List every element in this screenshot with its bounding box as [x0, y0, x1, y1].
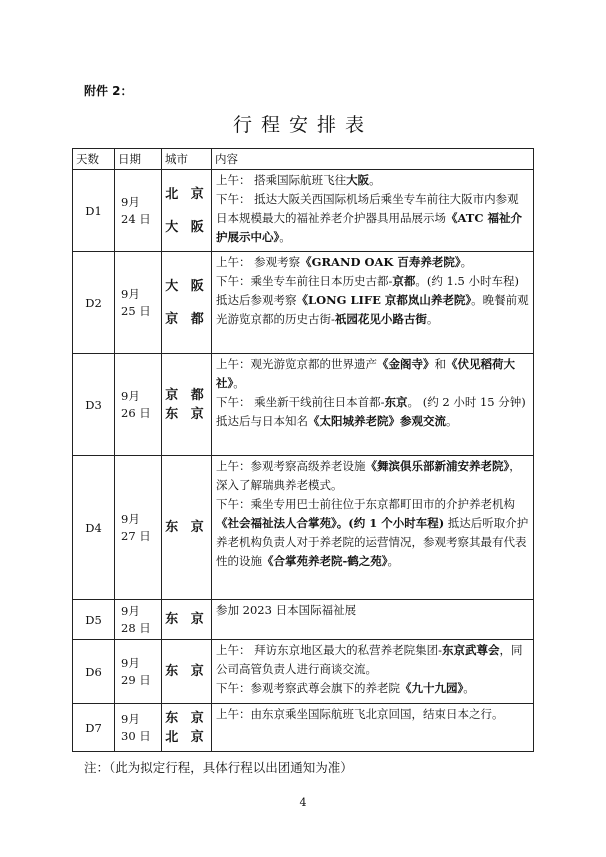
date-cell: [115, 600, 162, 640]
highlight-text: 《合掌苑养老院-鹤之苑》: [262, 554, 388, 568]
highlight-text: 京都: [392, 274, 416, 288]
content-text: 上午：由东京乘坐国际航班飞北京回国，结束日本之行。: [216, 707, 504, 721]
content-text: 上午：参观考察高级养老设施: [216, 459, 366, 473]
city-name: 东 京: [165, 710, 208, 726]
highlight-text: 《金阁寺》: [377, 357, 435, 371]
city-name: 京 都: [165, 387, 208, 403]
content-paragraph: [216, 393, 529, 431]
content-text: 。: [369, 173, 381, 187]
highlight-text: 东京武尊会: [442, 643, 500, 657]
day-cell: D7: [73, 704, 115, 752]
date-month: 9月: [121, 603, 140, 618]
content-text: 上午： 拜访东京地区最大的私营养老院集团-: [216, 643, 443, 657]
content-text: 下午： 抵达大阪关西国际机场后乘坐专车前往大阪市内参观日本规模最大的福祉养老介护器具用品展示场: [216, 192, 519, 225]
highlight-text: 祇园花见小路古街: [334, 312, 427, 326]
highlight-text: 《社会福祉法人合掌苑》。(约 1 个小时车程): [216, 516, 445, 530]
city-cell: [162, 704, 212, 752]
city-cell: [162, 252, 212, 354]
content-paragraph: [216, 355, 529, 393]
attachment-label: 附件 2：: [84, 84, 133, 98]
date-day: 27 日: [121, 528, 151, 543]
highlight-text: 《GRAND OAK 百寿养老院》: [300, 255, 461, 269]
content-text: 下午： 乘坐新干线前往日本首都-: [216, 395, 385, 409]
content-text: 上午： 搭乘国际航班飞往: [216, 173, 347, 187]
content-text: 。: [460, 255, 473, 269]
content-text: ，深入了解瑞典养老模式。: [216, 459, 521, 492]
content-text: 。(约 1.5 小时车程)抵达后参观考察: [216, 274, 519, 307]
content-cell: [212, 252, 534, 354]
content-text: 参加 2023 日本国际福祉展: [216, 603, 357, 617]
city-cell: [162, 170, 212, 252]
day-cell: D1: [73, 170, 115, 252]
table-row: [73, 600, 534, 640]
page-number: 4: [299, 796, 307, 809]
content-paragraph: [216, 679, 529, 698]
city-name: 东 京: [165, 664, 208, 679]
schedule-body: [73, 170, 534, 752]
schedule-table: [72, 148, 534, 752]
date-month: 9月: [121, 388, 140, 403]
date-month: 9月: [121, 711, 140, 726]
content-text: 下午：乘坐专车前往日本历史古都-: [216, 274, 393, 288]
date-day: 30 日: [121, 728, 151, 743]
table-row: [73, 252, 534, 354]
city-name: 北 京: [165, 186, 208, 202]
content-text: 。: [426, 312, 439, 326]
date-cell: [115, 704, 162, 752]
city-cell: [162, 354, 212, 456]
content-text: 。晚餐前观光游览京都的历史古街-: [216, 293, 529, 326]
date-month: 9月: [121, 286, 140, 301]
content-paragraph: [216, 495, 529, 571]
header-day: 天数: [73, 149, 115, 170]
day-cell: D2: [73, 252, 115, 354]
date-cell: [115, 456, 162, 600]
header-content: 内容: [212, 149, 534, 170]
content-paragraph: [216, 253, 529, 272]
day-cell: D3: [73, 354, 115, 456]
highlight-text: 《舞滨俱乐部新浦安养老院》: [365, 459, 510, 473]
content-paragraph: [216, 171, 529, 190]
table-row: [73, 640, 534, 704]
content-text: 下午：参观考察武尊会旗下的养老院: [216, 681, 400, 695]
content-paragraph: [216, 457, 529, 495]
content-paragraph: [216, 272, 529, 329]
content-text: 和: [434, 357, 446, 371]
content-text: ，同公司高管负责人进行商谈交流。: [216, 643, 523, 676]
city-name: 大 阪: [165, 278, 208, 294]
header-date: 日期: [115, 149, 162, 170]
date-cell: [115, 640, 162, 704]
content-cell: [212, 354, 534, 456]
content-text: 上午： 参观考察: [216, 255, 301, 269]
page-title: 行程安排表: [232, 114, 373, 136]
content-paragraph: [216, 705, 529, 724]
city-name: 东 京: [165, 612, 208, 627]
content-text: 。: [233, 376, 245, 390]
content-text: 抵达后听取介护养老机构负责人对于养老院的运营情况，参观考察其最有代表性的设施: [216, 516, 529, 568]
table-row: [73, 704, 534, 752]
city-cell: [162, 600, 212, 640]
content-text: 上午：观光游览京都的世界遗产: [216, 357, 377, 371]
content-text: 。: [387, 554, 400, 568]
content-cell: [212, 640, 534, 704]
date-cell: [115, 170, 162, 252]
content-paragraph: [216, 641, 529, 679]
day-cell: D4: [73, 456, 115, 600]
content-paragraph: [216, 601, 529, 620]
content-text: 。: [279, 230, 291, 244]
content-cell: [212, 704, 534, 752]
table-row: [73, 456, 534, 600]
highlight-text: 《九十九园》: [400, 681, 464, 695]
date-cell: [115, 354, 162, 456]
city-cell: [162, 456, 212, 600]
highlight-text: 《伏见稻荷大社》: [216, 357, 515, 390]
content-cell: [212, 456, 534, 600]
content-cell: [212, 600, 534, 640]
date-day: 28 日: [121, 620, 151, 635]
date-cell: [115, 252, 162, 354]
content-text: 下午：乘坐专用巴士前往位于东京都町田市的介护养老机构: [216, 497, 515, 511]
date-month: 9月: [121, 511, 140, 526]
city-name: 京 都: [165, 311, 208, 327]
content-text: 。 (约 2 小时 15 分钟) 抵达后与日本知名: [216, 395, 526, 428]
city-name: 东 京: [165, 406, 208, 422]
city-name: 大 阪: [165, 219, 208, 235]
day-cell: D6: [73, 640, 115, 704]
highlight-text: 《LONG LIFE 京都岚山养老院》: [296, 293, 472, 307]
header-city: 城市: [162, 149, 212, 170]
date-month: 9月: [121, 194, 140, 209]
date-day: 24 日: [121, 211, 151, 226]
content-paragraph: [216, 190, 529, 247]
content-cell: [212, 170, 534, 252]
date-day: 29 日: [121, 672, 151, 687]
date-month: 9月: [121, 655, 140, 670]
footnote: 注：（此为拟定行程，具体行程以出团通知为准）: [84, 760, 353, 775]
city-name: 东 京: [165, 520, 208, 535]
table-row: [73, 354, 534, 456]
day-cell: D5: [73, 600, 115, 640]
date-day: 25 日: [121, 303, 151, 318]
date-day: 26 日: [121, 405, 151, 420]
city-cell: [162, 640, 212, 704]
table-header-row: [73, 149, 534, 170]
highlight-text: 《ATC 福祉介护展示中心》: [216, 211, 523, 244]
content-text: 。: [446, 414, 458, 428]
highlight-text: 《太阳城养老院》参观交流: [308, 414, 446, 428]
highlight-text: 大阪: [346, 173, 370, 187]
city-name: 北 京: [165, 729, 208, 745]
table-row: [73, 170, 534, 252]
content-text: 。: [463, 681, 475, 695]
highlight-text: 东京: [384, 395, 408, 409]
